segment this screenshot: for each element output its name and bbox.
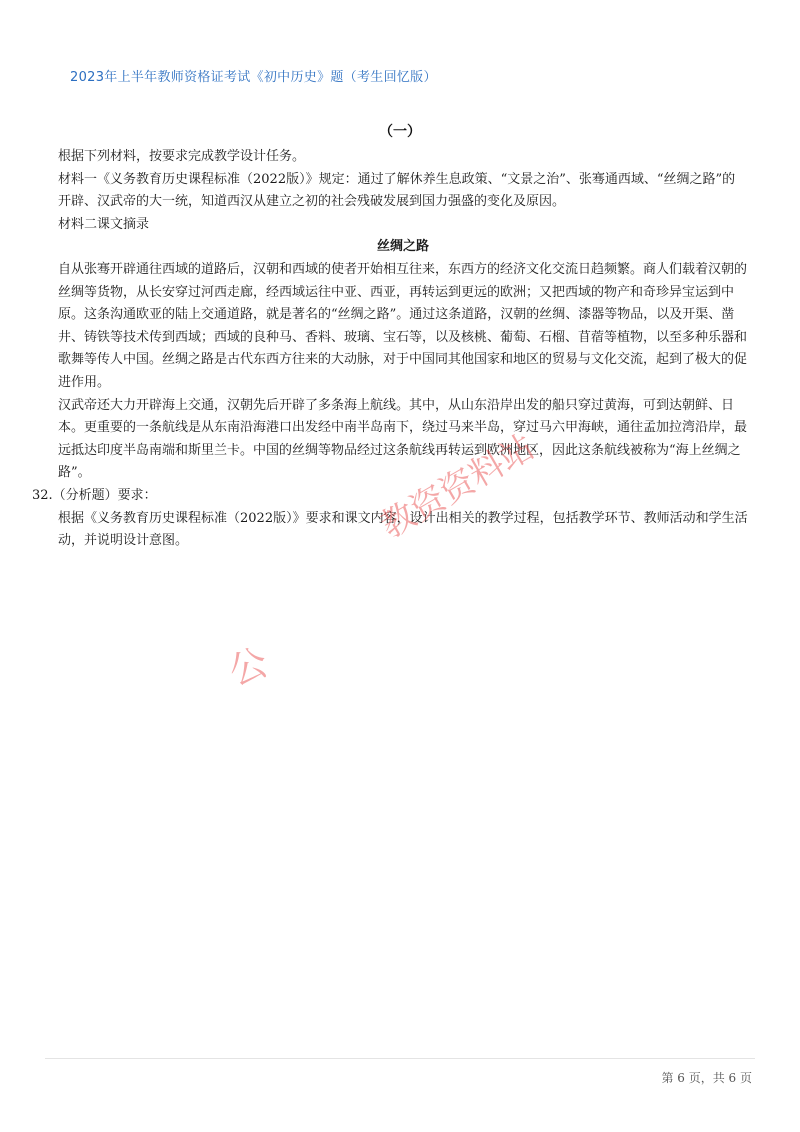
question-body: 根据《义务教育历史课程标准（2022版）》要求和课文内容，设计出相关的教学过程，包括教学环节、教师活动和学生活动，并说明设计意图。: [58, 510, 748, 549]
text-paragraph-1: 自从张骞开辟通往西域的道路后，汉朝和西域的使者开始相互往来，东西方的经济文化交流日趋频繁。商人们载着汉朝的丝绸等货物，从长安穿过河西走廊，经西域运往中亚、西亚，再转运到更远的欧洲；又把西域的物产和奇珍异宝运到中原。这条沟通欧亚的陆上交通道路，就是著名的“丝绸之路”。通过这条道路，汉朝的丝绸、漆器等物品，以及开渠、凿井、铸铁等技术传到西域；西域的良种马、香料、玻璃、宝石等，以及核桃、葡萄、石榴、苜蓿等植物，以至多种乐器和歌舞等传人中国。丝绸之路是古代东西方往来的大动脉，对于中国同其他国家和地区的贸易与文化交流，起到了极大的促进作用。: [58, 261, 748, 390]
watermark-site: 教资资料站: [374, 426, 542, 547]
page-number: 第 6 页，共 6 页: [661, 1071, 752, 1085]
document-header-title: 2023年上半年教师资格证考试《初中历史》题（考生回忆版）: [70, 70, 437, 85]
footer-divider: [45, 1058, 755, 1059]
watermark-mark: 公: [222, 639, 274, 694]
text-paragraph-2: 汉武帝还大力开辟海上交通，汉朝先后开辟了多条海上航线。其中，从山东沿岸出发的船只穿过黄海，可到达朝鲜、日本。更重要的一条航线是从东南沿海港口出发经中南半岛南下，绕过马来半岛，穿过马六甲海峡，通往孟加拉湾沿岸，最远抵达印度半岛南端和斯里兰卡。中国的丝绸等物品经过这条航线再转运到欧洲地区，因此这条航线被称为“海上丝绸之路”。: [58, 397, 748, 481]
task-instruction: 根据下列材料，按要求完成教学设计任务。: [58, 149, 306, 164]
text-heading: 丝绸之路: [376, 239, 429, 255]
question-label: 32.（分析题）要求：: [32, 487, 157, 503]
section-number: （一）: [379, 124, 421, 140]
material-one: 材料一《义务教育历史课程标准（2022版）》规定：通过了解休养生息政策、“文景之治”、张骞通西域、“丝绸之路”的开辟、汉武帝的大一统，知道西汉从建立之初的社会残破发展到国力强盛的变化及原因。: [58, 171, 736, 210]
main-content: [32, 146, 748, 553]
material-two-label: 材料二课文摘录: [58, 216, 150, 232]
